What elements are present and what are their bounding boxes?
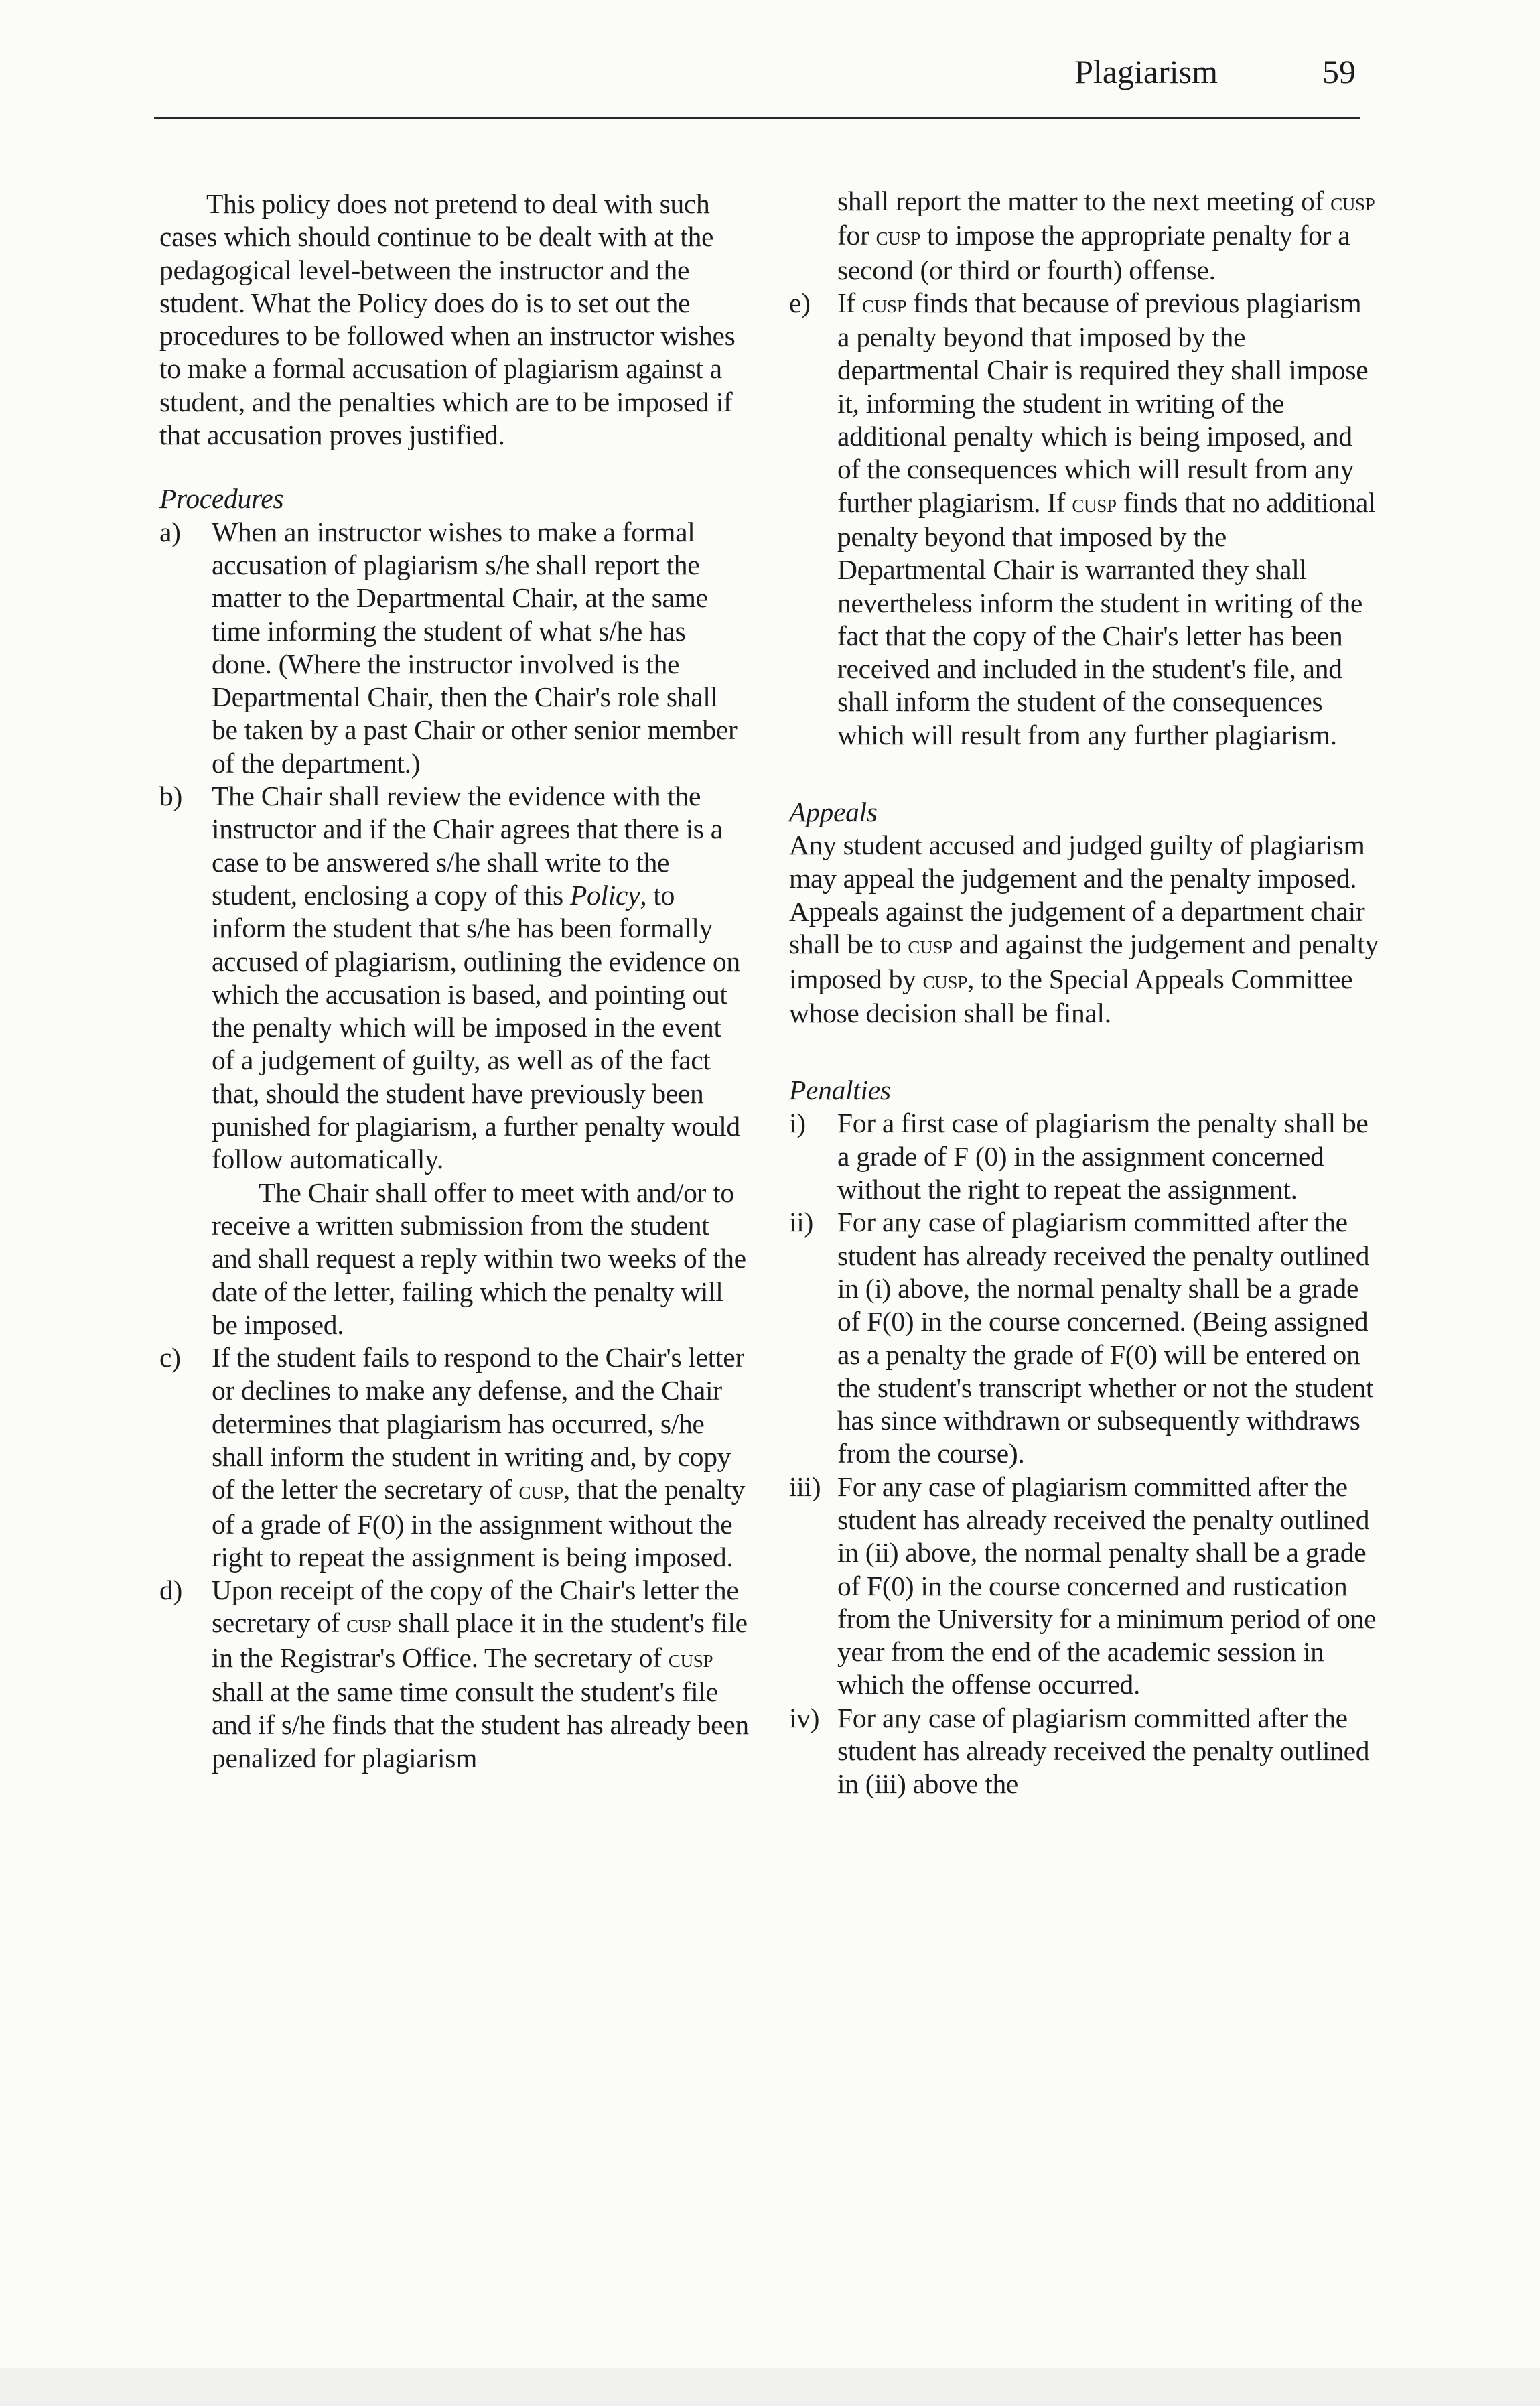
appeals-text: Any student accused and judged guilty of plagiarism may appeal the judgement and the penalty imposed. Appeals against the judgement of a department chair shall be to: [789, 829, 1365, 960]
item-text: The Chair shall review the evidence with the instructor and if the Chair agrees that there is a case to be answered s/he shall write to the student, enclosing a copy of this: [212, 781, 723, 911]
item-text: to impose the appropriate penalty for a second (or third or fourth) offense.: [837, 220, 1350, 285]
page-number: 59: [1322, 53, 1356, 90]
penalties-heading: Penalties: [789, 1075, 891, 1106]
item-marker: c): [159, 1342, 181, 1374]
procedure-item-c: [159, 1341, 749, 1574]
intro-paragraph: This policy does not pretend to deal with such cases which should continue to be dealt with at the pedagogical level-between the instructor and the student. What the Policy does do is to set out the procedures to be followed when an instructor wishes to make a formal accusation of plagiarism against a student, and the penalties which are to be imposed if that accusation proves justified.: [159, 188, 736, 451]
item-text: If the student fails to respond to the Chair's letter or declines to make any defense, and the Chair determines that plagiarism has occurred, s/he shall inform the student in writing and, by copy of the letter the secretary of: [212, 1342, 744, 1506]
cusp-acronym: cusp: [1072, 489, 1117, 518]
item-marker: ii): [789, 1207, 813, 1238]
item-marker: iv): [789, 1702, 820, 1733]
item-text: finds that because of previous plagiarism a penalty beyond that imposed by the departmental Chair is required they shall impose it, informing the student in writing of the additional penalty which is being imposed, and of the consequences which will result from any further plagiarism. If: [837, 287, 1369, 518]
item-text: If: [837, 287, 863, 318]
penalty-item-ii: [789, 1206, 1379, 1470]
penalty-item-iv: [789, 1702, 1379, 1801]
item-text: For any case of plagiarism committed after the student has already received the penalty outlined in (iii) above the: [837, 1702, 1370, 1800]
item-text: Upon receipt of the copy of the Chair's letter the secretary of: [212, 1575, 739, 1639]
cusp-acronym: cusp: [876, 222, 920, 251]
item-text: For any case of plagiarism committed after the student has already received the penalty outlined in (ii) above, the normal penalty shall be a grade of F(0) in the course concerned and rustication from the University for a minimum period of one year from the end of the academic session in which the offense occurred.: [837, 1471, 1377, 1700]
penalty-item-i: [789, 1107, 1379, 1206]
appeals-paragraph: [789, 829, 1379, 1030]
running-title: Plagiarism: [1074, 53, 1218, 90]
cusp-acronym: cusp: [908, 931, 953, 960]
item-text: shall place it in the student's file in the Registrar's Office. The secretary of: [212, 1607, 748, 1673]
procedure-item-a: [159, 516, 749, 780]
item-text: For a first case of plagiarism the penalty shall be a grade of F (0) in the assignment concerned without the right to repeat the assignment.: [837, 1108, 1369, 1205]
item-text: , to inform the student that s/he has been formally accused of plagiarism, outlining the evidence on which the accusation is based, and pointing out the penalty which will be imposed in the event of a judgement of guilty, as well as of the fact that, should the student have previously been punished for plagiarism, a further penalty would follow automatically.: [212, 879, 740, 1175]
left-column: [159, 188, 749, 1775]
procedure-item-e: [789, 287, 1379, 752]
item-marker: a): [159, 516, 181, 547]
cusp-acronym: cusp: [1330, 188, 1375, 216]
appeals-text: and against the judgement and penalty imposed by: [789, 929, 1379, 994]
cusp-acronym: cusp: [862, 289, 907, 318]
item-marker: e): [789, 287, 811, 318]
item-marker: b): [159, 781, 182, 812]
item-text: For any case of plagiarism committed after the student has already received the penalty outlined in (i) above, the normal penalty shall be a grade of F(0) in the course concerned. (Being assigned as a penalty the grade of F(0) will be entered on the student's transcript whether or not the student has since withdrawn or subsequently withdraws from the course).: [837, 1207, 1374, 1469]
appeals-text: , to the Special Appeals Committee whose decision shall be final.: [789, 963, 1353, 1028]
item-text: The Chair shall offer to meet with and/or to receive a written submission from the student and shall request a reply within two weeks of the date of the letter, failing which the penalty will be imposed.: [212, 1177, 746, 1340]
procedure-item-b-continued: [159, 1177, 749, 1341]
cusp-acronym: cusp: [346, 1610, 391, 1639]
cusp-acronym: cusp: [518, 1477, 563, 1506]
page-header: [154, 48, 1360, 122]
procedure-item-b: [159, 780, 749, 1177]
item-text: When an instructor wishes to make a formal accusation of plagiarism s/he shall report the matter to the Departmental Chair, at the same time informing the student of what s/he has done. (Where the instructor involved is the Departmental Chair, then the Chair's role shall be taken by a past Chair or other senior member of the department.): [212, 516, 738, 779]
cusp-acronym: cusp: [922, 965, 967, 994]
item-marker: d): [159, 1575, 182, 1606]
item-marker: iii): [789, 1471, 821, 1502]
procedure-item-d: [159, 1574, 749, 1775]
cusp-acronym: cusp: [668, 1644, 713, 1673]
header-rule: [154, 117, 1360, 119]
item-text: for: [837, 220, 876, 251]
right-column: [789, 185, 1379, 1801]
item-text: finds that no additional penalty beyond that imposed by the Departmental Chair is warranted they shall nevertheless inform the student in writing of the fact that the copy of the Chair's letter has been received and included in the student's file, and shall inform the student of the consequences which will result from any further plagiarism.: [837, 486, 1376, 750]
item-text: shall at the same time consult the student's file and if s/he finds that the student has already been penalized for plagiarism: [212, 1676, 749, 1774]
appeals-heading: Appeals: [789, 797, 878, 828]
penalty-item-iii: [789, 1471, 1379, 1702]
item-marker: i): [789, 1108, 806, 1139]
item-text: , that the penalty of a grade of F(0) in the assignment without the right to repeat the assignment is being imposed.: [212, 1474, 746, 1573]
procedure-item-d-continued: [789, 185, 1379, 287]
item-text: shall report the matter to the next meeting of: [837, 186, 1331, 216]
procedures-heading: Procedures: [159, 483, 284, 515]
page-bottom-edge: [0, 2368, 1540, 2406]
policy-emphasis: Policy: [569, 879, 640, 911]
